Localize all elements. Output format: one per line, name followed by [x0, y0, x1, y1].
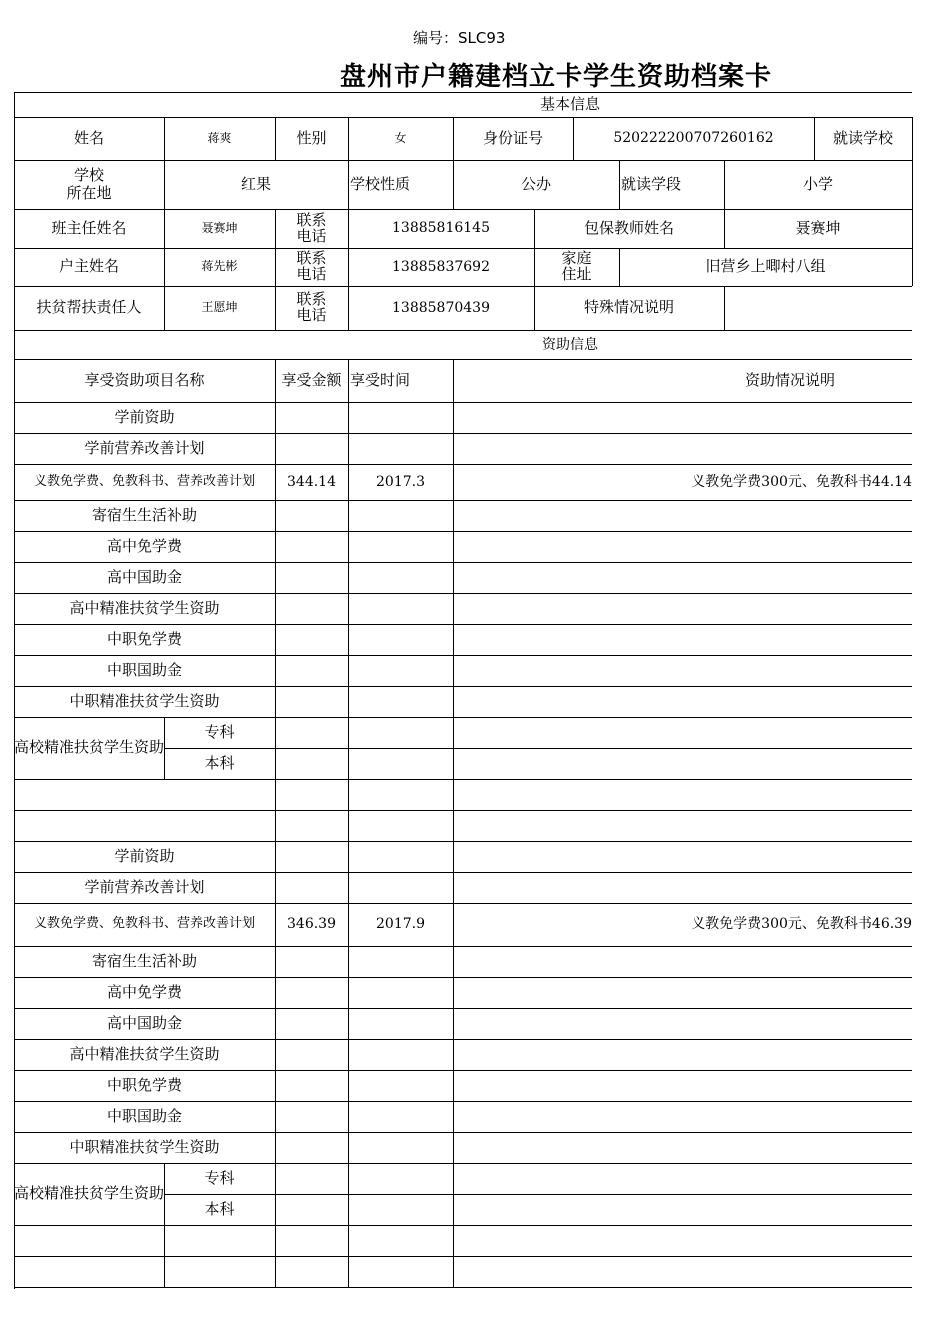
- college-aid-bachelor: 本科: [204, 753, 235, 772]
- householder-label: 户主姓名: [58, 257, 119, 276]
- aid-item-time: [348, 500, 453, 531]
- aid-item-desc: 义教免学费300元、免教科书46.39: [691, 916, 912, 933]
- school-type-value: 公办: [520, 174, 551, 193]
- aid-item-name: 高中精准扶贫学生资助: [69, 1044, 220, 1063]
- aid-item-time: [348, 977, 453, 1008]
- aid-item-time: [348, 1070, 453, 1101]
- aid-info-heading: 资助信息: [542, 336, 598, 353]
- aid-item-amount: [275, 593, 348, 624]
- school-stage-value: 小学: [802, 174, 833, 193]
- id-number-label: 身份证号: [482, 128, 543, 147]
- aid-item-time: [348, 655, 453, 686]
- aid-item-desc: [453, 593, 915, 624]
- address-value: 旧营乡上唧村八组: [705, 257, 826, 276]
- aid-item-amount: [275, 841, 348, 872]
- aid-item-desc: [453, 500, 915, 531]
- aid-item-desc: [453, 624, 915, 655]
- name-value: 蒋爽: [207, 130, 232, 145]
- householder-phone-label: 联系 电话: [296, 249, 327, 283]
- special-notes-label: 特殊情况说明: [583, 298, 674, 317]
- aid-item-desc: [453, 1070, 915, 1101]
- aid-item-name: 中职国助金: [106, 1106, 182, 1125]
- poverty-officer-phone-value: 13885870439: [392, 299, 490, 316]
- aid-item-amount: [275, 562, 348, 593]
- aid-item-time: [348, 872, 453, 903]
- aid-item-amount: [275, 500, 348, 531]
- aid-item-desc: [453, 433, 915, 464]
- aid-item-name: 中职免学费: [106, 629, 182, 648]
- aid-item-time: 2017.9: [376, 916, 425, 933]
- address-label: 家庭 住址: [561, 249, 592, 283]
- school-type-label: 学校性质: [350, 174, 411, 193]
- aid-item-time: [348, 1008, 453, 1039]
- school-label: 就读学校: [832, 128, 893, 147]
- aid-item-amount: [275, 433, 348, 464]
- aid-item-amount: [275, 531, 348, 562]
- poverty-officer-label: 扶贫帮扶责任人: [36, 298, 142, 317]
- school-stage-label: 就读学段: [621, 174, 682, 193]
- aid-item-desc: [453, 841, 915, 872]
- aid-item-time: [348, 402, 453, 433]
- aid-item-time: 2017.3: [376, 473, 425, 490]
- aid-item-amount: [275, 1008, 348, 1039]
- aid-item-desc: [453, 562, 915, 593]
- school-location-value: 红果: [240, 174, 271, 193]
- aid-item-time: [348, 562, 453, 593]
- special-notes-value: [724, 286, 912, 330]
- name-label: 姓名: [73, 128, 104, 147]
- aid-item-time: [348, 624, 453, 655]
- aid-item-amount: [275, 1039, 348, 1070]
- head-teacher-phone-value: 13885816145: [392, 220, 490, 237]
- aid-item-name: 高中国助金: [106, 567, 182, 586]
- aid-item-desc: [453, 531, 915, 562]
- aid-item-desc: [453, 977, 915, 1008]
- record-number: [413, 27, 505, 48]
- aid-item-desc: [453, 1132, 915, 1163]
- guarantor-label: 包保教师姓名: [583, 218, 674, 237]
- record-number-value: SLC93: [458, 29, 506, 47]
- id-number-value: 520222200707260162: [613, 130, 774, 147]
- aid-item-amount: [275, 1101, 348, 1132]
- aid-item-name: 高中免学费: [106, 536, 182, 555]
- aid-item-amount: [275, 655, 348, 686]
- head-teacher-phone-label: 联系 电话: [296, 210, 327, 245]
- gender-value: 女: [394, 130, 407, 145]
- aid-item-time: [348, 1101, 453, 1132]
- head-teacher-value: 聂赛坤: [201, 220, 238, 235]
- college-aid-junior: 专科: [204, 722, 235, 741]
- poverty-officer-phone-label: 联系 电话: [296, 290, 327, 324]
- aid-item-amount: [275, 872, 348, 903]
- aid-item-name: 高中免学费: [106, 982, 182, 1001]
- guarantor-value: 聂赛坤: [795, 218, 841, 237]
- aid-item-amount: [275, 977, 348, 1008]
- col-time-header: 享受时间: [350, 370, 411, 389]
- aid-item-name: 中职精准扶贫学生资助: [69, 1137, 220, 1156]
- aid-item-desc: [453, 1101, 915, 1132]
- aid-item-amount: [275, 1132, 348, 1163]
- aid-item-name: 义教免学费、免教科书、营养改善计划: [33, 916, 255, 932]
- aid-item-name: 义教免学费、免教科书、营养改善计划: [33, 473, 255, 489]
- college-aid-label: 高校精准扶贫学生资助: [14, 738, 165, 757]
- aid-item-amount: 346.39: [287, 916, 336, 933]
- aid-item-amount: [275, 686, 348, 717]
- aid-item-amount: [275, 624, 348, 655]
- college-aid-label: 高校精准扶贫学生资助: [14, 1184, 165, 1203]
- record-number-label: 编号：: [413, 29, 459, 47]
- aid-item-time: [348, 433, 453, 464]
- aid-item-name: 寄宿生生活补助: [91, 951, 197, 970]
- aid-item-time: [348, 531, 453, 562]
- aid-item-desc: [453, 946, 915, 977]
- aid-item-name: 高中国助金: [106, 1013, 182, 1032]
- householder-phone-value: 13885837692: [392, 258, 490, 275]
- aid-item-name: 学前营养改善计划: [84, 877, 205, 896]
- aid-item-time: [348, 1132, 453, 1163]
- gender-label: 性别: [296, 128, 327, 147]
- head-teacher-label: 班主任姓名: [51, 218, 127, 237]
- aid-item-name: 中职精准扶贫学生资助: [69, 691, 220, 710]
- aid-item-time: [348, 593, 453, 624]
- poverty-officer-value: 王愿坤: [201, 300, 238, 315]
- aid-item-amount: [275, 946, 348, 977]
- aid-item-desc: 义教免学费300元、免教科书44.14: [691, 473, 912, 490]
- aid-item-desc: [453, 1008, 915, 1039]
- aid-item-desc: [453, 402, 915, 433]
- basic-info-heading: 基本信息: [539, 95, 600, 114]
- aid-item-name: 中职免学费: [106, 1075, 182, 1094]
- col-amount-header: 享受金额: [281, 370, 342, 389]
- householder-value: 蒋先彬: [201, 259, 238, 274]
- aid-item-desc: [453, 1039, 915, 1070]
- aid-item-amount: [275, 402, 348, 433]
- aid-item-name: 学前资助: [114, 407, 175, 426]
- col-desc-header: 资助情况说明: [744, 370, 835, 389]
- aid-item-time: [348, 841, 453, 872]
- aid-item-amount: 344.14: [287, 473, 336, 490]
- col-project-header: 享受资助项目名称: [84, 370, 205, 389]
- aid-item-name: 寄宿生生活补助: [91, 505, 197, 524]
- aid-item-time: [348, 686, 453, 717]
- aid-item-amount: [275, 1070, 348, 1101]
- school-location-label: 学校 所在地: [66, 166, 112, 202]
- page-title: 盘州市户籍建档立卡学生资助档案卡: [340, 62, 773, 92]
- aid-item-desc: [453, 655, 915, 686]
- aid-item-desc: [453, 872, 915, 903]
- aid-item-name: 高中精准扶贫学生资助: [69, 598, 220, 617]
- aid-item-name: 学前营养改善计划: [84, 438, 205, 457]
- aid-item-time: [348, 946, 453, 977]
- aid-item-name: 中职国助金: [106, 660, 182, 679]
- college-aid-junior: 专科: [204, 1168, 235, 1187]
- aid-item-desc: [453, 686, 915, 717]
- college-aid-bachelor: 本科: [204, 1199, 235, 1218]
- aid-item-time: [348, 1039, 453, 1070]
- aid-item-name: 学前资助: [114, 846, 175, 865]
